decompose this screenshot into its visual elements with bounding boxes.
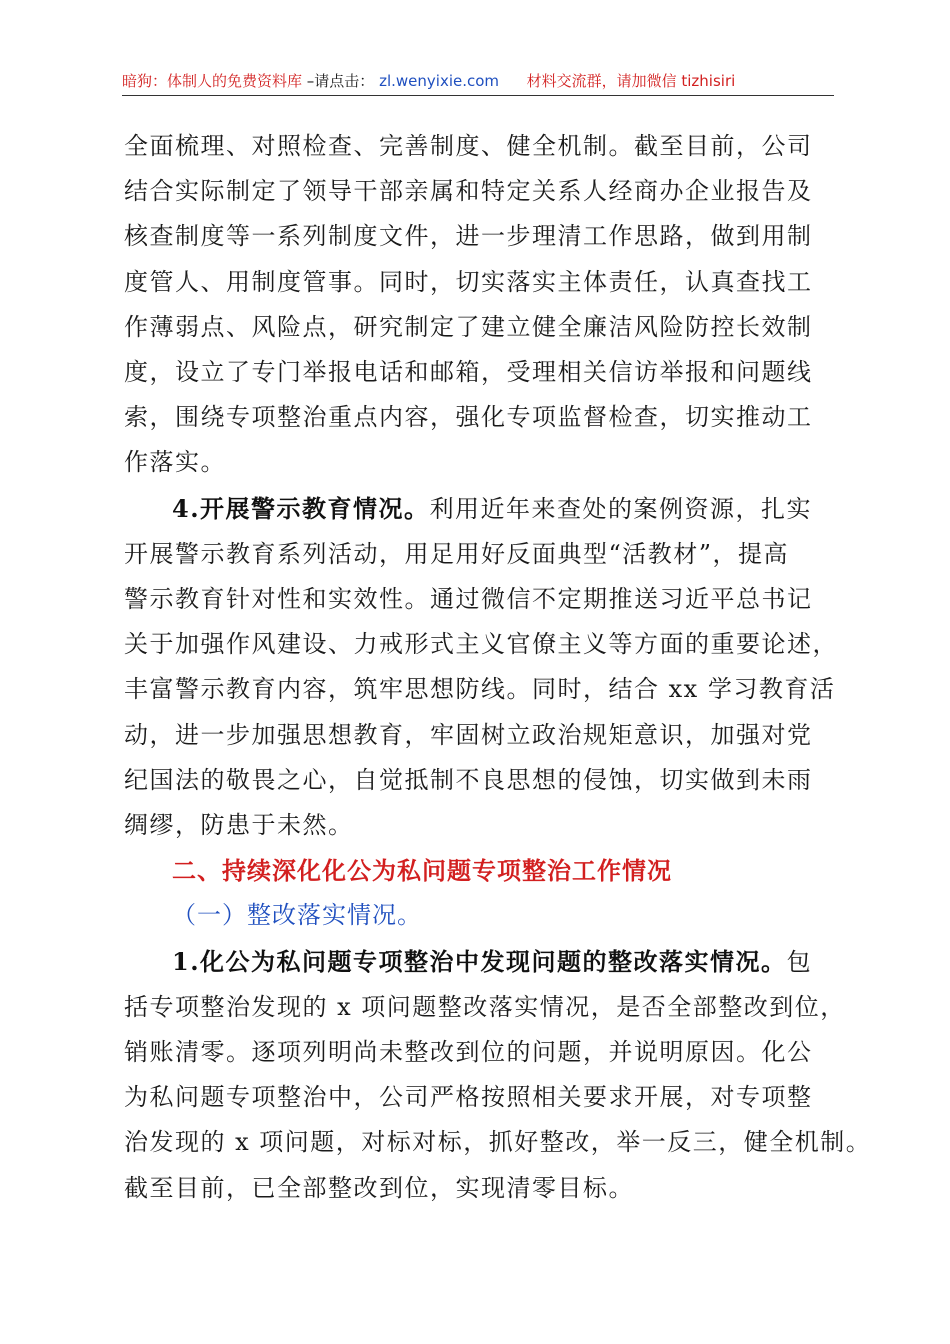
text-line: 核查制度等一系列制度文件，进一步理清工作思路，做到用制 — [124, 222, 813, 251]
text-line: 作落实。 — [124, 448, 226, 477]
text-line: 度管人、用制度管事。同时，切实落实主体责任，认真查找工 — [124, 267, 813, 296]
text-line: 作薄弱点、风险点，研究制定了建立健全廉洁风险防控长效制 — [124, 312, 813, 341]
page-header — [122, 70, 834, 92]
text-line: 为私问题专项整治中，公司严格按照相关要求开展，对专项整 — [124, 1083, 813, 1112]
text-line: 度，设立了专门举报电话和邮箱，受理相关信访举报和问题线 — [124, 358, 813, 387]
text-line: 截至目前，已全部整改到位，实现清零目标。 — [124, 1173, 634, 1202]
text-line: 治发现的 x 项问题，对标对标，抓好整改，举一反三，健全机制。 — [124, 1128, 872, 1157]
section-heading — [124, 848, 836, 938]
section-title: 二、持续深化化公为私问题专项整治工作情况 — [172, 856, 672, 886]
paragraph-2 — [124, 486, 836, 849]
source-label: 暗狗：体制人的免费资料库 — [122, 72, 303, 90]
text-run: 利用近年来查处的案例资源，扎实 — [429, 494, 813, 523]
text-line: 动，进一步加强思想教育，牢固树立政治规矩意识，加强对党 — [124, 720, 813, 749]
paragraph-3 — [124, 939, 872, 1211]
paragraph-heading: 4.开展警示教育情况。 — [172, 493, 430, 523]
group-text: 材料交流群，请加微信 tizhisiri — [526, 72, 736, 90]
text-line: 警示教育针对性和实效性。通过微信不定期推送习近平总书记 — [124, 585, 813, 614]
subsection-title: （一）整改落实情况。 — [172, 901, 422, 930]
text-line: 销账清零。逐项列明尚未整改到位的问题，并说明原因。化公 — [124, 1038, 813, 1067]
text-line: 绸缪，防患于未然。 — [124, 811, 354, 840]
text-run: 包 — [786, 947, 813, 976]
text-line — [124, 939, 836, 985]
click-prompt: –请点击： — [306, 72, 375, 90]
text-line: 括专项整治发现的 x 项问题整改落实情况，是否全部整改到位， — [124, 992, 846, 1021]
document-body — [124, 124, 872, 1211]
text-line: 结合实际制定了领导干部亲属和特定关系人经商办企业报告及 — [124, 177, 813, 206]
text-line: 索，围绕专项整治重点内容，强化专项监督检查，切实推动工 — [124, 403, 813, 432]
text-line: 关于加强作风建设、力戒形式主义官僚主义等方面的重要论述， — [124, 630, 838, 659]
source-url-link[interactable]: zl.wenyixie.com — [379, 72, 500, 90]
text-line — [124, 486, 836, 532]
paragraph-1 — [124, 124, 836, 486]
text-line: 纪国法的敬畏之心，自觉抵制不良思想的侵蚀，切实做到未雨 — [124, 765, 813, 794]
text-line: 丰富警示教育内容，筑牢思想防线。同时，结合 xx 学习教育活 — [124, 675, 836, 704]
text-line: 开展警示教育系列活动，用足用好反面典型“活教材”，提高 — [124, 539, 790, 568]
text-line: 全面梳理、对照检查、完善制度、健全机制。截至目前，公司 — [124, 132, 813, 160]
paragraph-heading: 1.化公为私问题专项整治中发现问题的整改落实情况。 — [172, 946, 787, 976]
header-divider — [122, 95, 834, 96]
